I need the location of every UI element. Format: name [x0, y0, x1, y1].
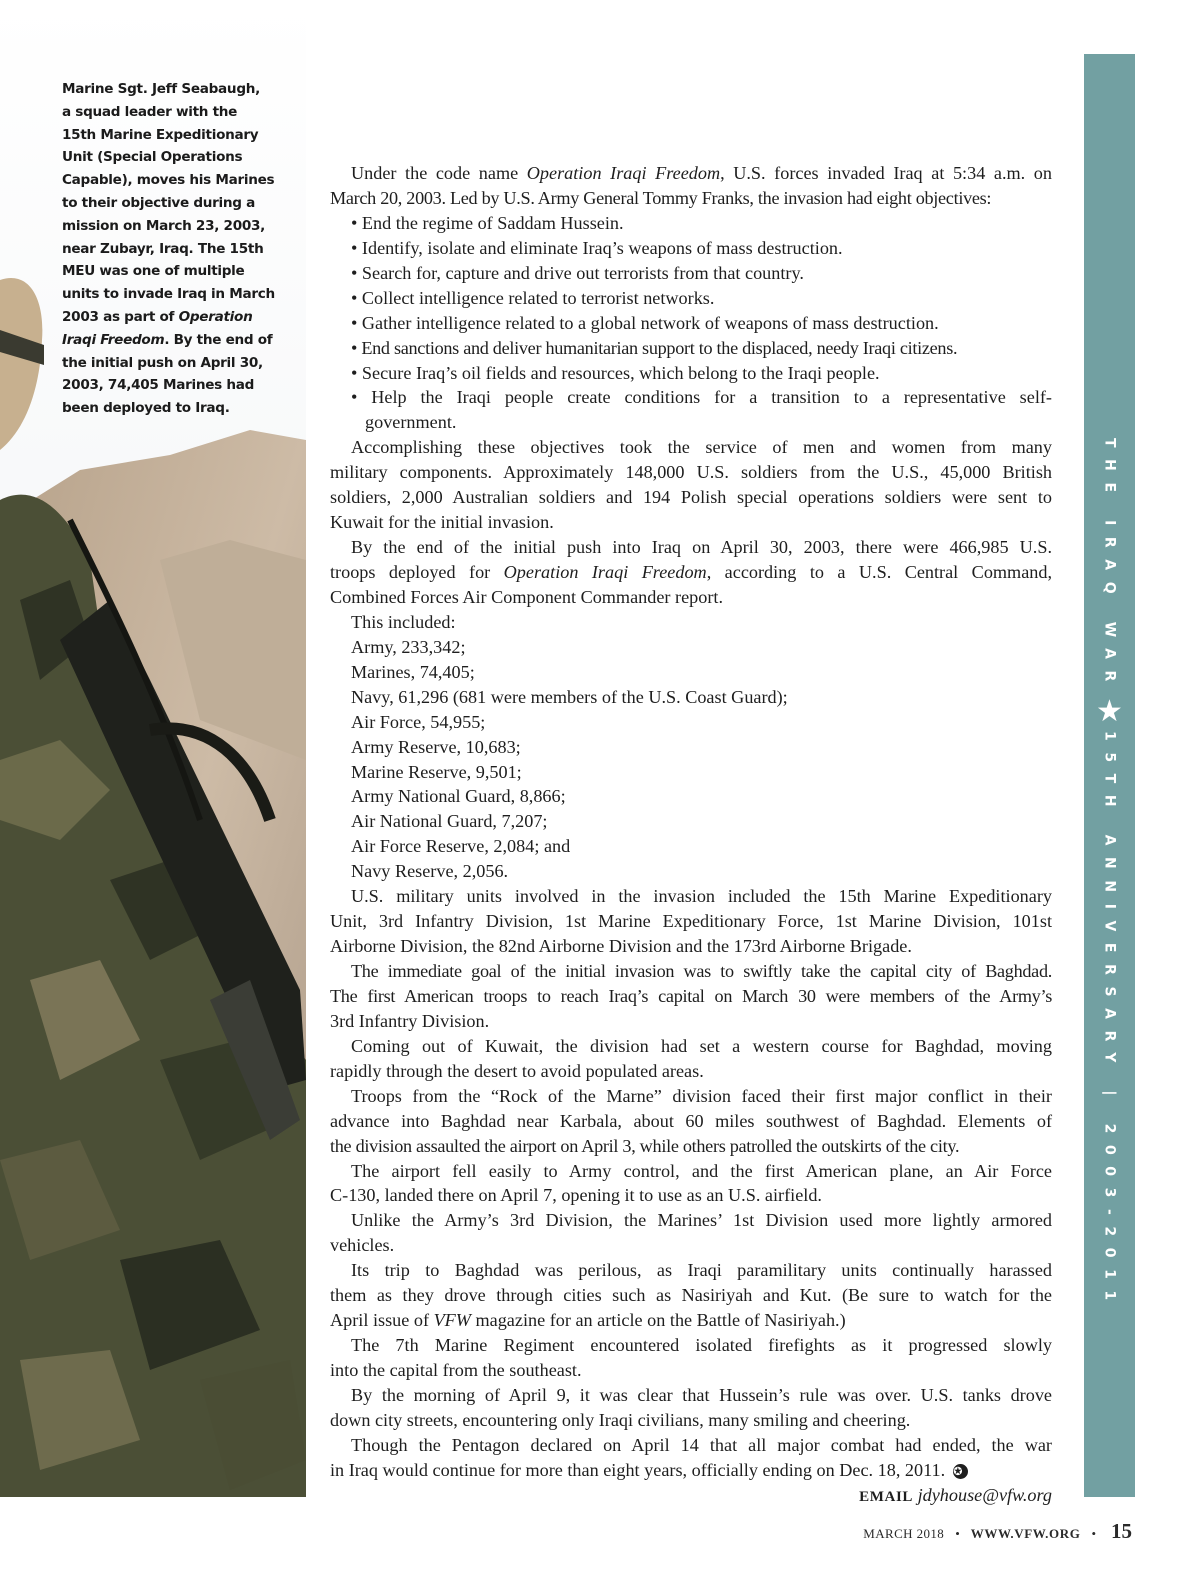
troop-count-item: Marines, 74,405;	[351, 661, 475, 682]
article-line: Though the Pentagon declared on April 14 that all major combat had ended, the war	[351, 1434, 1052, 1455]
article-line: Troops from the “Rock of the Marne” division faced their first major conflict in their	[351, 1085, 1052, 1106]
article-line: down city streets, encountering only Iraqi civilians, many smiling and cheering.	[330, 1409, 911, 1430]
author-email-line	[330, 1483, 1052, 1508]
text-run: , according to a U.S. Central Command,	[706, 562, 1053, 582]
website-link[interactable]: WWW.VFW.ORG	[970, 1526, 1081, 1541]
caption-italic: Operation	[178, 308, 253, 325]
objective-bullet: • Search for, capture and drive out terrorists from that country.	[351, 262, 804, 283]
article-line: rapidly through the desert to avoid populated areas.	[330, 1060, 704, 1081]
caption-text: . By the end of	[164, 331, 273, 348]
caption-line: MEU was one of multiple	[62, 263, 245, 280]
text-run: in Iraq would continue for more than eight years, officially ending on Dec. 18, 2011.	[330, 1459, 946, 1480]
objective-bullet: • Gather intelligence related to a global network of weapons of mass destruction.	[351, 312, 939, 333]
article-line: the division assaulted the airport on April 3, while others patrolled the outskirts of the city.	[330, 1135, 960, 1156]
article-line: Airborne Division, the 82nd Airborne Division and the 173rd Airborne Brigade.	[330, 936, 912, 957]
article-line: The first American troops to reach Iraq’s capital on March 30 were members of the Army’s	[330, 985, 1052, 1006]
caption-line: to their objective during a	[62, 194, 256, 211]
end-mark-icon: ✪	[953, 1464, 968, 1479]
caption-line: a squad leader with the	[62, 103, 238, 120]
article-line	[330, 1308, 1052, 1333]
page-number: 15	[1111, 1519, 1132, 1543]
article-line: Combined Forces Air Component Commander report.	[330, 586, 723, 607]
article-line: 3rd Infantry Division.	[330, 1010, 490, 1031]
troop-count-item: Air Force, 54,955;	[351, 711, 486, 732]
objective-bullet: • Collect intelligence related to terrorist networks.	[351, 287, 715, 308]
article-line: U.S. military units involved in the invasion included the 15th Marine Expeditionary	[351, 886, 1052, 907]
caption-line: Marine Sgt. Jeff Seabaugh,	[62, 81, 260, 97]
caption-line	[62, 329, 274, 352]
text-run: magazine for an article on the Battle of Nasiriyah.)	[470, 1310, 846, 1331]
text-run: April issue of	[330, 1310, 434, 1331]
objective-bullet: • Help the Iraqi people create conditions for a transition to a representative self-	[351, 387, 1052, 408]
article-line	[330, 161, 1052, 186]
article-body	[330, 161, 1052, 1508]
author-email-link[interactable]: jdyhouse@vfw.org	[917, 1484, 1052, 1505]
article-line: The airport fell easily to Army control, and the first American plane, an Air Force	[351, 1160, 1052, 1181]
page-footer	[863, 1519, 1132, 1544]
article-line	[330, 1458, 1052, 1483]
caption-line: mission on March 23, 2003,	[62, 217, 266, 234]
troop-count-item: Air National Guard, 7,207;	[351, 811, 548, 832]
article-line: The immediate goal of the initial invasion was to swiftly take the capital city of Baghdad.	[351, 961, 1052, 981]
troop-count-item: Navy Reserve, 2,056.	[351, 861, 509, 882]
article-line: military components. Approximately 148,000 U.S. soldiers from the U.S., 45,000 British	[330, 462, 1052, 483]
article-line: Coming out of Kuwait, the division had set a western course for Baghdad, moving	[351, 1035, 1052, 1056]
italic-run: Operation Iraqi Freedom	[503, 562, 707, 582]
troop-count-item: Army, 233,342;	[351, 636, 466, 657]
email-label: EMAIL	[859, 1488, 914, 1505]
objective-bullet: • End the regime of Saddam Hussein.	[351, 212, 624, 233]
caption-line: units to invade Iraq in March	[62, 286, 275, 303]
article-line: soldiers, 2,000 Australian soldiers and 194 Polish special operations soldiers were sent to	[330, 487, 1052, 508]
star-icon: ★	[1096, 693, 1123, 729]
article-line: Kuwait for the initial invasion.	[330, 512, 554, 533]
caption-line: Capable), moves his Marines	[62, 172, 275, 189]
caption-text: 2003 as part of	[62, 308, 179, 325]
objective-bullet-continued: government.	[365, 412, 457, 433]
article-line: advance into Baghdad near Karbala, about 60 miles southwest of Baghdad. Elements of	[330, 1110, 1052, 1131]
banner-title: THE IRAQ WAR	[1101, 438, 1118, 693]
article-line: vehicles.	[330, 1235, 395, 1256]
troop-count-item: Army National Guard, 8,866;	[351, 786, 566, 807]
objective-bullet: • End sanctions and deliver humanitarian support to the displaced, needy Iraqi citizens.	[351, 337, 958, 358]
article-line: This included:	[351, 611, 456, 632]
article-line: By the end of the initial push into Iraq on April 30, 2003, there were 466,985 U.S.	[351, 537, 1052, 558]
article-line: March 20, 2003. Led by U.S. Army General Tommy Franks, the invasion had eight objectives:	[330, 187, 992, 208]
text-run: Under the code name	[351, 163, 527, 183]
banner-subtitle: 15TH ANNIVERSARY | 2003-2011	[1101, 730, 1118, 1312]
italic-run: Operation Iraqi Freedom	[526, 163, 721, 183]
caption-line: 15th Marine Expeditionary	[62, 126, 259, 143]
article-line: into the capital from the southeast.	[330, 1360, 582, 1380]
article-line: C-130, landed there on April 7, opening it to use as an U.S. airfield.	[330, 1185, 822, 1206]
troop-count-item: Marine Reserve, 9,501;	[351, 761, 522, 782]
issue-date: MARCH 2018	[863, 1526, 945, 1541]
troop-count-item: Air Force Reserve, 2,084; and	[351, 836, 571, 857]
text-run: , U.S. forces invaded Iraq at 5:34 a.m. on	[720, 163, 1052, 183]
text-run: troops deployed for	[330, 562, 504, 582]
troop-count-item: Army Reserve, 10,683;	[351, 736, 521, 757]
article-line: By the morning of April 9, it was clear that Hussein’s rule was over. U.S. tanks drove	[351, 1384, 1052, 1405]
article-line: Unit, 3rd Infantry Division, 1st Marine Expeditionary Force, 1st Marine Division, 101st	[330, 911, 1052, 932]
caption-line: Unit (Special Operations	[62, 149, 243, 166]
objective-bullet: • Identify, isolate and eliminate Iraq’s weapons of mass destruction.	[351, 237, 843, 258]
article-line: Unlike the Army’s 3rd Division, the Marines’ 1st Division used more lightly armored	[351, 1210, 1052, 1231]
caption-line: near Zubayr, Iraq. The 15th	[62, 240, 264, 257]
caption-line: been deployed to Iraq.	[62, 400, 230, 417]
troop-count-item: Navy, 61,296 (681 were members of the U.S. Coast Guard);	[351, 686, 788, 707]
article-line: Accomplishing these objectives took the service of men and women from many	[351, 437, 1052, 458]
footer-separator: •	[955, 1526, 960, 1541]
article-line: The 7th Marine Regiment encountered isolated firefights as it progressed slowly	[351, 1335, 1052, 1356]
article-line: Its trip to Baghdad was perilous, as Iraqi paramilitary units continually harassed	[351, 1260, 1052, 1281]
section-banner	[1084, 54, 1135, 1497]
caption-line: 2003, 74,405 Marines had	[62, 377, 255, 394]
banner-text	[1084, 438, 1135, 1312]
caption-line: the initial push on April 30,	[62, 354, 263, 371]
caption-italic: Iraqi Freedom	[62, 331, 165, 348]
objective-bullet: • Secure Iraq’s oil fields and resources, which belong to the Iraqi people.	[351, 362, 880, 383]
article-line: them as they drove through cities such as Nasiriyah and Kut. (Be sure to watch for the	[330, 1285, 1052, 1306]
photo-caption	[62, 78, 274, 420]
article-line	[330, 560, 1052, 585]
footer-separator: •	[1091, 1526, 1096, 1541]
italic-run: VFW	[433, 1310, 471, 1331]
caption-line	[62, 306, 274, 329]
